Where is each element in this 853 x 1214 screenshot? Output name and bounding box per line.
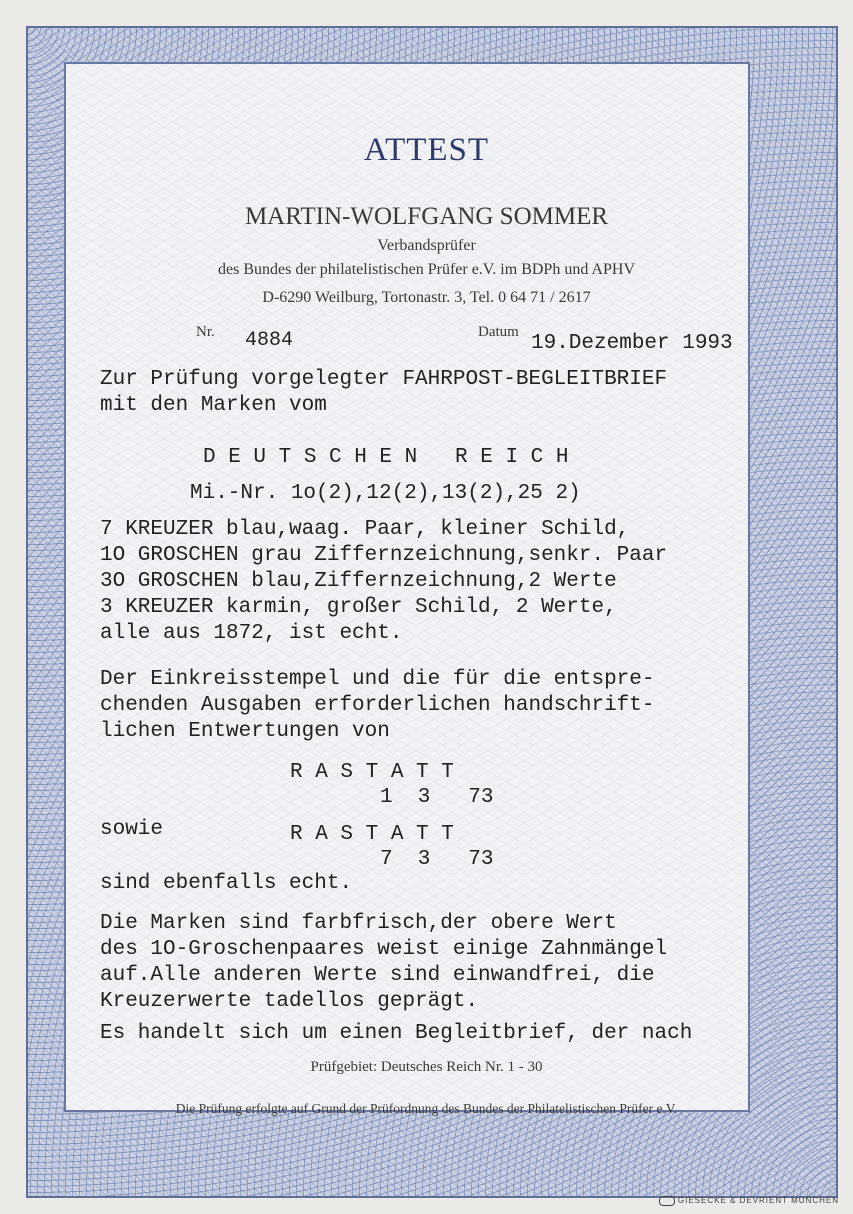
postmark-date: 7 3 73	[380, 848, 494, 871]
postmark-place: R A S T A T T	[290, 823, 454, 846]
exam-scope: Prüfgebiet: Deutsches Reich Nr. 1 - 30	[310, 1059, 543, 1075]
printer-imprint-text: GIESECKE & DEVRIENT MÜNCHEN	[677, 1196, 839, 1206]
examiner-role: Verbandsprüfer	[377, 237, 476, 254]
certificate-date: 19.Dezember 1993	[531, 332, 733, 355]
nr-label: Nr.	[196, 324, 215, 340]
body-line: Mi.-Nr. 1o(2),12(2),13(2),25 2)	[190, 482, 581, 505]
body-line: sind ebenfalls echt.	[100, 872, 353, 895]
exam-regulation-note: Die Prüfung erfolgte auf Grund der Prüfordnung des Bundes der Philatelistischen Prüfer e.V.	[175, 1101, 678, 1116]
date-label: Datum	[478, 324, 519, 340]
body-line: 3 KREUZER karmin, großer Schild, 2 Werte,	[100, 596, 617, 619]
examiner-association: des Bundes der philatelistischen Prüfer e.V. im BDPh und APHV	[217, 261, 635, 278]
body-line: 7 KREUZER blau,waag. Paar, kleiner Schild,	[100, 518, 630, 541]
body-line: 1O GROSCHEN grau Ziffernzeichnung,senkr. Paar	[100, 544, 668, 567]
body-line: alle aus 1872, ist echt.	[100, 622, 403, 645]
certificate-title: ATTEST	[363, 132, 490, 168]
body-line: 3O GROSCHEN blau,Ziffernzeichnung,2 Werte	[100, 570, 617, 593]
postmark-date: 1 3 73	[380, 786, 494, 809]
body-line: Der Einkreisstempel und die für die entspre-	[100, 668, 655, 691]
body-line: auf.Alle anderen Werte sind einwandfrei, die	[100, 964, 655, 987]
body-line: Zur Prüfung vorgelegter FAHRPOST-BEGLEITBRIEF	[100, 368, 668, 391]
body-line: Es handelt sich um einen Begleitbrief, der nach	[100, 1022, 693, 1045]
examiner-name: MARTIN-WOLFGANG SOMMER	[244, 203, 609, 230]
body-line: Die Marken sind farbfrisch,der obere Wert	[100, 912, 617, 935]
printer-logo-icon	[659, 1196, 675, 1206]
body-line: lichen Entwertungen von	[100, 720, 390, 743]
examiner-address: D-6290 Weilburg, Tortonastr. 3, Tel. 0 64 71 / 2617	[262, 289, 591, 306]
body-line: des 1O-Groschenpaares weist einige Zahnmängel	[100, 938, 668, 961]
body-line: sowie	[100, 818, 164, 841]
body-line: mit den Marken vom	[100, 394, 327, 417]
body-line: Kreuzerwerte tadellos geprägt.	[100, 990, 479, 1013]
postmark-place: R A S T A T T	[290, 761, 454, 784]
printer-imprint	[659, 1196, 839, 1206]
body-line: D E U T S C H E N R E I C H	[203, 446, 569, 469]
certificate-number: 4884	[245, 329, 294, 352]
body-line: chenden Ausgaben erforderlichen handschrift-	[100, 694, 655, 717]
